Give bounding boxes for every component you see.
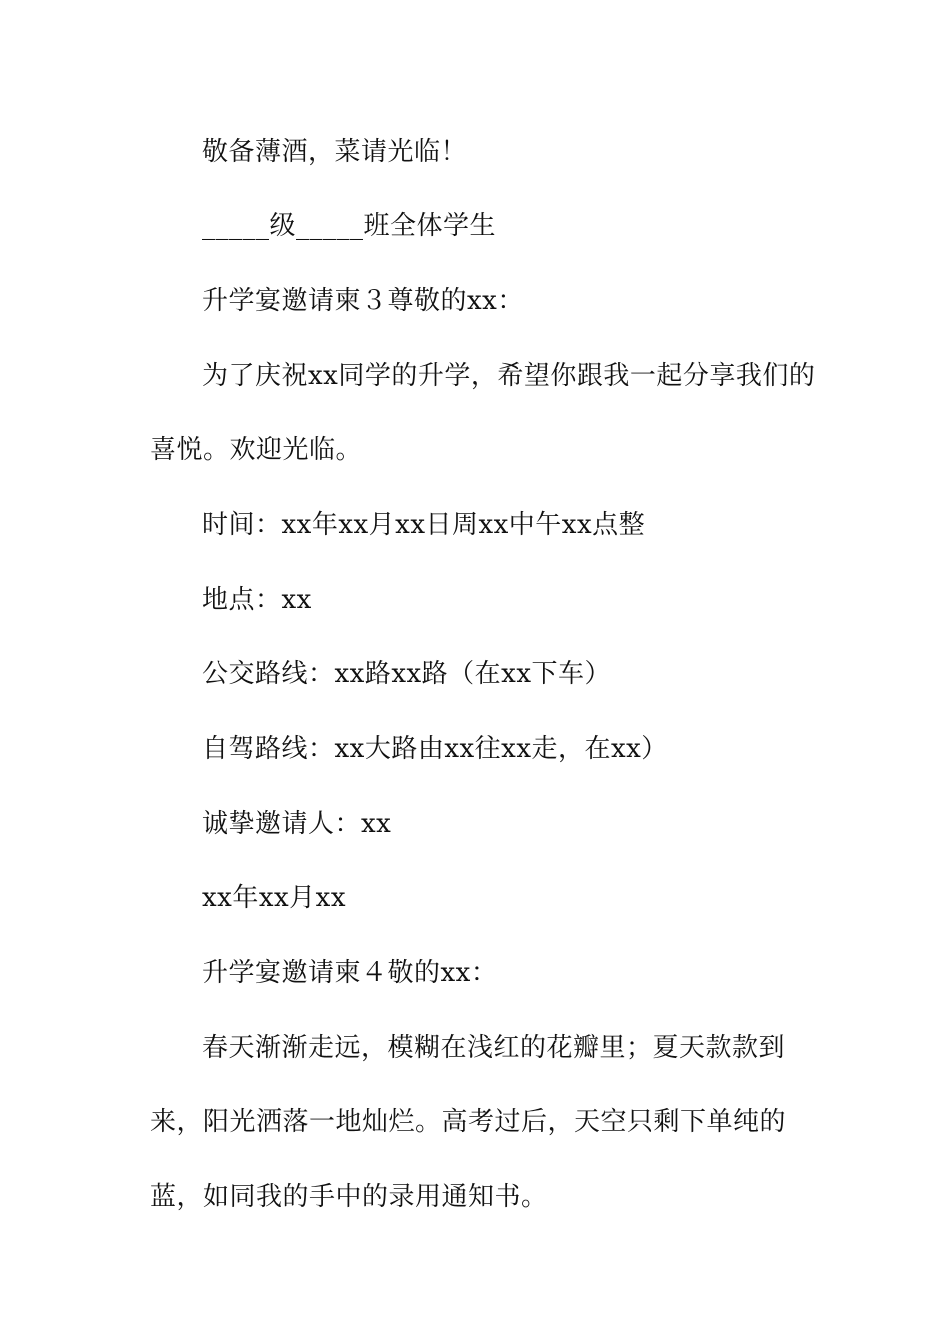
invitation-3-body-line-1: 为了庆祝xx同学的升学，希望你跟我一起分享我们的	[202, 361, 816, 391]
inviter-line: 诚挚邀请人：xx	[202, 809, 392, 839]
location-line: 地点：xx	[202, 585, 312, 615]
time-line: 时间：xx年xx月xx日周xx中午xx点整	[202, 510, 646, 540]
driving-route-line: 自驾路线：xx大路由xx往xx走，在xx）	[202, 734, 668, 764]
invitation-3-body-line-2: 喜悦。欢迎光临。	[150, 435, 363, 465]
invitation-3-heading: 升学宴邀请柬３尊敬的xx：	[202, 286, 524, 316]
invitation-4-body-line-2: 来，阳光洒落一地灿烂。高考过后，天空只剩下单纯的	[150, 1107, 787, 1137]
invitation-4-body-line-1: 春天渐渐走远，模糊在浅红的花瓣里；夏天款款到	[202, 1033, 786, 1063]
signature-class-line: _____级_____班全体学生	[202, 211, 497, 241]
invitation-4-heading: 升学宴邀请柬４敬的xx：	[202, 958, 498, 988]
date-line: xx年xx月xx	[202, 883, 346, 913]
invitation-4-body-line-3: 蓝，如同我的手中的录用通知书。	[150, 1182, 548, 1212]
bus-route-line: 公交路线：xx路xx路（在xx下车）	[202, 659, 611, 689]
closing-line: 敬备薄酒，菜请光临！	[202, 137, 468, 167]
